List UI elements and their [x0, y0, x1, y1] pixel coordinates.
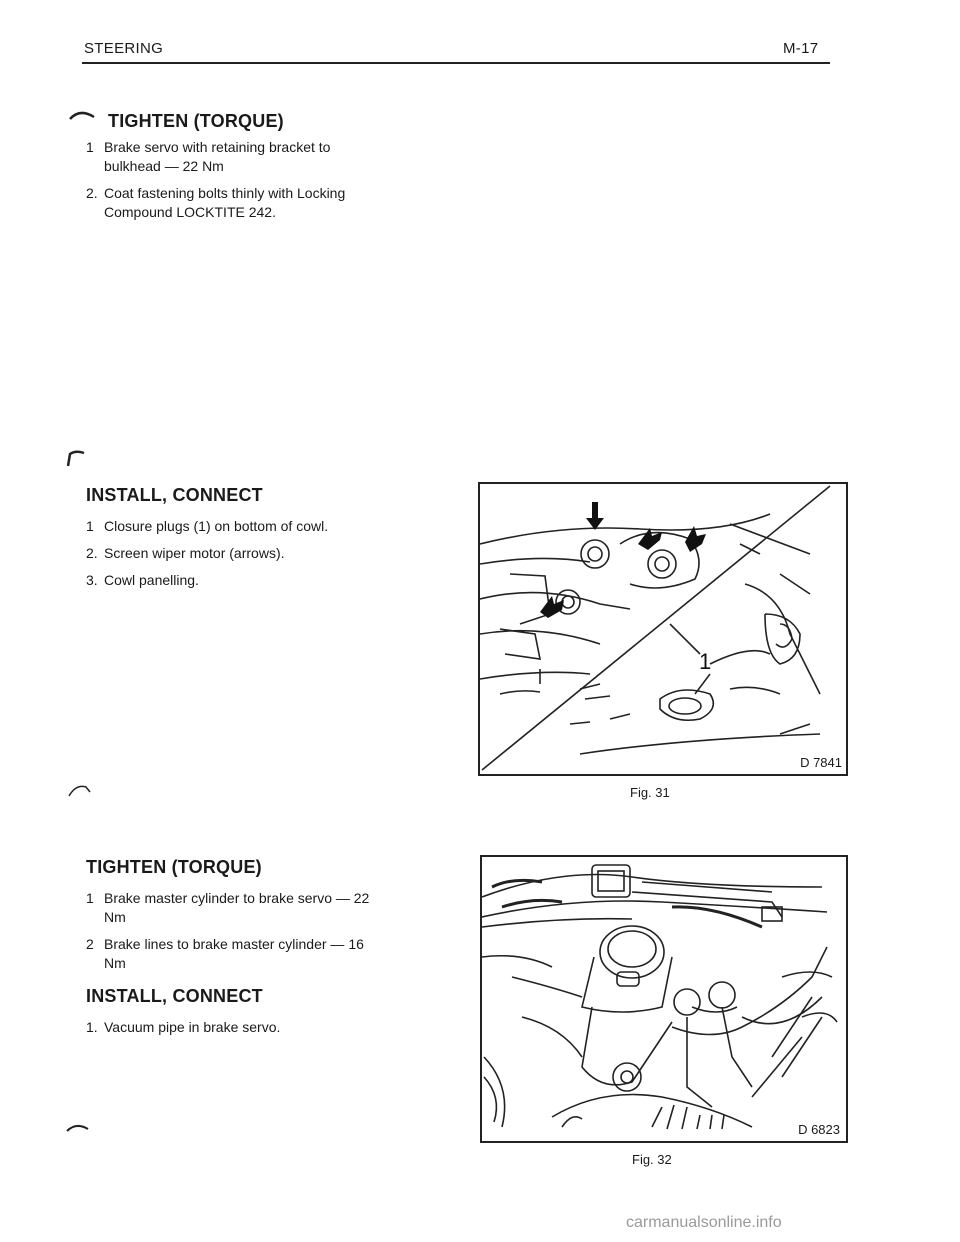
list-item: 1 Brake master cylinder to brake servo — 22 Nm	[86, 890, 370, 925]
instruction-list	[86, 1018, 386, 1045]
section-title: STEERING	[84, 40, 164, 57]
list-item: 1 Closure plugs (1) on bottom of cowl.	[86, 518, 329, 534]
list-item: 2. Coat fastening bolts thinly with Locking Compound LOCKTITE 242.	[86, 185, 346, 220]
section-heading-tighten: TIGHTEN (TORQUE)	[86, 857, 262, 877]
list-item: 1. Vacuum pipe in brake servo.	[86, 1019, 281, 1035]
figure-caption: Fig. 31	[630, 785, 670, 800]
page-number: M-17	[783, 40, 819, 57]
instruction-list	[86, 138, 376, 230]
list-item: 2. Screen wiper motor (arrows).	[86, 545, 285, 561]
list-item: 2 Brake lines to brake master cylinder — 16 Nm	[86, 936, 364, 971]
margin-tick-icon	[64, 1120, 90, 1134]
section-heading-tighten: TIGHTEN (TORQUE)	[108, 111, 284, 131]
section-heading-install: INSTALL, CONNECT	[86, 986, 263, 1006]
figure-code: D 6823	[798, 1122, 840, 1137]
figure-caption: Fig. 32	[632, 1152, 672, 1167]
figure-31-illustration	[478, 482, 848, 776]
brake-master-cylinder-illustration	[482, 857, 846, 1141]
header-rule	[82, 62, 830, 64]
figure-32-illustration	[480, 855, 848, 1143]
watermark-text: carmanualsonline.info	[626, 1214, 782, 1231]
figure-code: D 7841	[800, 755, 842, 770]
list-item: 1 Brake servo with retaining bracket to bulkhead — 22 Nm	[86, 139, 331, 174]
instruction-list	[86, 517, 406, 598]
list-item: 3. Cowl panelling.	[86, 572, 199, 588]
margin-tick-icon	[66, 782, 92, 798]
instruction-list	[86, 889, 376, 981]
margin-tick-icon	[68, 108, 96, 122]
margin-tick-icon	[64, 448, 88, 468]
callout-1: 1	[699, 649, 712, 674]
cowl-wiper-motor-illustration	[480, 484, 846, 774]
section-heading-install: INSTALL, CONNECT	[86, 485, 263, 505]
